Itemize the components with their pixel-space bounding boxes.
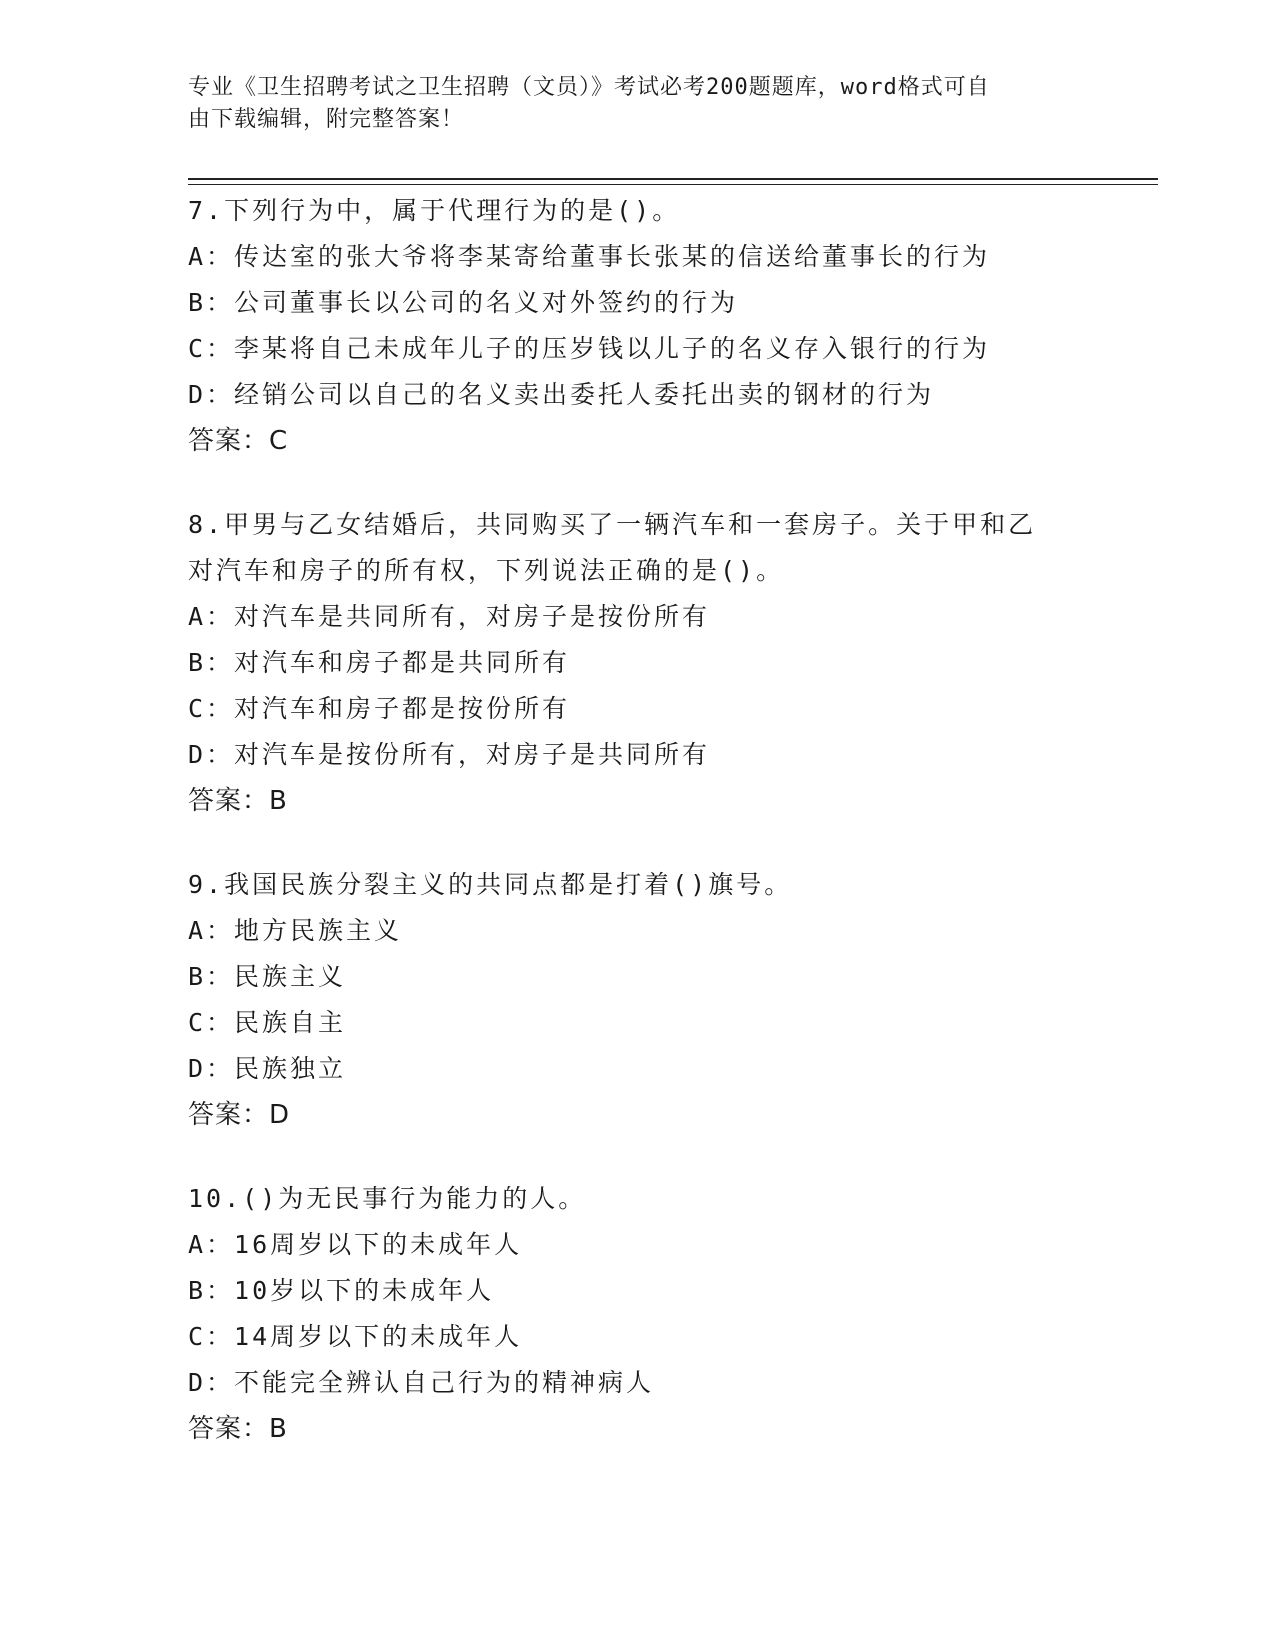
answer-line: 答案：B: [188, 1414, 288, 1444]
option-c: C：民族自主: [188, 1008, 347, 1037]
option-b: B：民族主义: [188, 962, 347, 991]
question-7: [188, 188, 1088, 464]
option-b: B：10岁以下的未成年人: [188, 1276, 495, 1305]
option-d: D：不能完全辨认自己行为的精神病人: [188, 1368, 655, 1397]
answer-line: 答案：D: [188, 1100, 291, 1130]
question-stem: 10.()为无民事行为能力的人。: [188, 1184, 587, 1213]
option-d: D：民族独立: [188, 1054, 347, 1083]
option-d: D：经销公司以自己的名义卖出委托人委托出卖的钢材的行为: [188, 380, 935, 409]
option-a: A：16周岁以下的未成年人: [188, 1230, 523, 1259]
option-b: B：对汽车和房子都是共同所有: [188, 648, 571, 677]
question-stem: 9.我国民族分裂主义的共同点都是打着()旗号。: [188, 870, 793, 899]
option-a: A：对汽车是共同所有，对房子是按份所有: [188, 602, 711, 631]
header-divider-thick: [188, 178, 1158, 180]
question-stem: 7.下列行为中，属于代理行为的是()。: [188, 196, 681, 225]
question-stem-continued: 对汽车和房子的所有权，下列说法正确的是()。: [188, 556, 785, 585]
option-c: C：李某将自己未成年儿子的压岁钱以儿子的名义存入银行的行为: [188, 334, 991, 363]
option-c: C：对汽车和房子都是按份所有: [188, 694, 571, 723]
header-line-1: 专业《卫生招聘考试之卫生招聘（文员）》考试必考200题题库，word格式可自: [188, 75, 990, 100]
header-divider-thin: [188, 184, 1158, 185]
answer-line: 答案：B: [188, 786, 288, 816]
question-list: [188, 188, 1088, 1490]
answer-line: 答案：C: [188, 426, 289, 456]
question-9: [188, 862, 1088, 1138]
option-a: A：地方民族主义: [188, 916, 403, 945]
option-d: D：对汽车是按份所有，对房子是共同所有: [188, 740, 711, 769]
question-8: [188, 502, 1088, 824]
document-header: [188, 72, 1068, 136]
question-stem: 8.甲男与乙女结婚后，共同购买了一辆汽车和一套房子。关于甲和乙: [188, 510, 1037, 539]
question-10: [188, 1176, 1088, 1452]
header-line-2: 由下载编辑，附完整答案！: [188, 107, 465, 132]
option-a: A：传达室的张大爷将李某寄给董事长张某的信送给董事长的行为: [188, 242, 991, 271]
option-b: B：公司董事长以公司的名义对外签约的行为: [188, 288, 739, 317]
option-c: C：14周岁以下的未成年人: [188, 1322, 523, 1351]
